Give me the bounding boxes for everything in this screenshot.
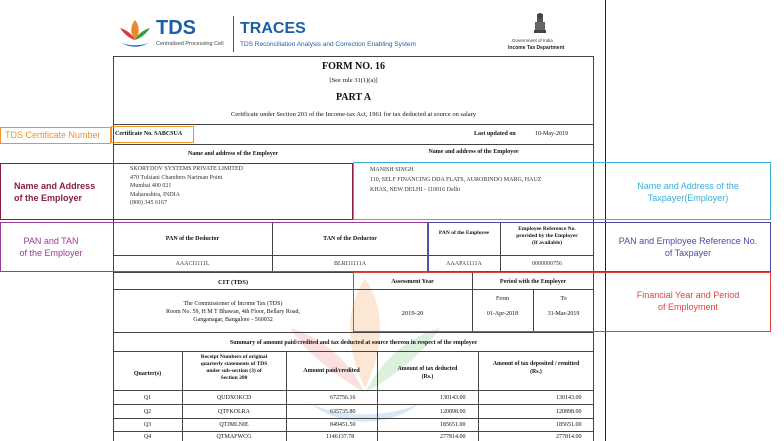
row-paid: 635735.80 (330, 409, 356, 415)
employee-heading: Name and address of the Employee (428, 149, 519, 155)
employer-line: 470 Tulsiani Chambers Nariman Point (130, 174, 223, 181)
form-title: FORM NO. 16 (321, 61, 386, 72)
annotation-pan-emp-label: PAN and Employee Reference No. of Taxpayer (618, 236, 758, 258)
national-emblem-icon (532, 12, 548, 36)
header-divider (233, 16, 234, 52)
employer-line: Maharashtra, INDIA (130, 191, 180, 198)
pan-deductor-label: PAN of the Deductor (165, 236, 220, 242)
period-label: Period with the Employer (499, 279, 567, 285)
row-line (113, 332, 594, 333)
row-deducted: 130143.00 (440, 395, 466, 401)
paid-header: Amount paid/credited (303, 368, 360, 374)
row-quarter: Q4 (143, 434, 152, 440)
part-title: PART A (335, 92, 372, 103)
tds-flower-icon (116, 16, 154, 50)
row-deposited: 130143.00 (556, 395, 582, 401)
employee-line: MANISH SINGH (370, 167, 414, 173)
annotation-cert-highlight (111, 126, 194, 143)
row-quarter: Q1 (143, 395, 152, 401)
row-line (113, 124, 594, 125)
assessment-year-label: Assessment Year (391, 279, 434, 285)
annotation-tds-cert-label: TDS Certificate Number (5, 130, 101, 140)
employer-line: Mumbai 400 021 (130, 183, 172, 189)
deposited-header: Amount of tax deposited / remitted (Rs.) (492, 361, 580, 375)
row-paid: 1146137.78 (326, 434, 355, 440)
row-deducted: 277814.00 (440, 434, 466, 440)
row-receipt: QTMAFWCG (216, 434, 252, 440)
employer-line: (800) 345 6167 (130, 200, 167, 206)
summary-heading: Summary of amount paid/credited and tax deducted at source thereon in respect of the employee (229, 340, 478, 346)
row-line (113, 144, 594, 145)
employer-line: SKORYDOV SYSTEMS PRIVATE LIMITED (130, 166, 243, 172)
cit-address: The Commissioner of Income Tax (TDS) Room No. 59, H M T Bhawan, 4th Floor, Bellary Road, Ganganagar, Bangalore - 560032 (165, 301, 301, 323)
tds-logo-text: TDS (156, 17, 196, 39)
row-receipt: QUDXOKCD (216, 395, 252, 401)
annotation-employer-label: Name and Address of the Employer (14, 181, 96, 203)
row-deducted: 120898.00 (440, 409, 466, 415)
row-paid: 849451.50 (330, 422, 356, 428)
row-paid: 672756.16 (330, 395, 356, 401)
row-line (113, 351, 594, 352)
assessment-year-value: 2019-20 (401, 310, 424, 317)
row-line (113, 390, 594, 391)
row-quarter: Q2 (143, 409, 152, 415)
row-line (113, 431, 594, 432)
to-value: 31-Mar-2019 (547, 311, 580, 317)
employer-heading: Name and address of the Employer (187, 151, 279, 157)
row-deposited: 277814.00 (556, 434, 582, 440)
row-line (113, 418, 594, 419)
row-deposited: 185651.00 (556, 422, 582, 428)
cit-heading: CIT (TDS) (217, 279, 249, 286)
annotation-pan-tan-label: PAN and TAN of the Employer (19, 236, 83, 258)
row-deducted: 185651.00 (440, 422, 466, 428)
employee-line: KHAS, NEW DELHI - 110016 Delhi (370, 187, 460, 193)
from-value: 01-Apr-2018 (486, 311, 519, 317)
row-receipt: QTFKOLRA (217, 409, 250, 415)
last-updated-label: Last updated on (474, 131, 516, 137)
pan-employee-label: PAN of the Employee (438, 230, 490, 236)
receipt-header: Receipt Numbers of original quarterly statements of TDS under sub-section (3) of Section 200 (200, 354, 268, 381)
tds-logo-subtitle: Centralised Processing Cell (156, 41, 224, 47)
certificate-description: Certificate under Section 203 of the Income-tax Act, 1961 for tax deducted at source on salary (230, 111, 477, 118)
emp-ref-label: Employee Reference No. provided by the Employer (If available) (516, 226, 578, 246)
deducted-header: Amount of tax deducted (Rs.) (397, 366, 458, 380)
row-receipt: QTJMLNIE (219, 422, 249, 428)
form-rule: [See rule 31(1)(a)] (329, 77, 378, 84)
tds-logo (116, 14, 228, 54)
annotation-taxpayer-label: Name and Address of the Taxpayer(Employer) (637, 181, 739, 203)
row-deposited: 120898.00 (556, 409, 582, 415)
gov-line2: Income Tax Department (508, 45, 565, 51)
last-updated-value: 10-May-2019 (535, 131, 568, 137)
col-line (286, 351, 287, 441)
annotation-fin-year-label: Financial Year and Period of Employment (636, 290, 740, 312)
employee-line: 110, SELF FINANCING DDA FLATS, AUROBINDO MARG, HAUZ (370, 177, 542, 183)
quarter-header: Quarter(s) (133, 371, 162, 377)
tan-deductor-label: TAN of the Deductor (323, 236, 377, 242)
traces-title: TRACES (240, 20, 306, 37)
tan-deductor-value: BLRI11111A (333, 261, 367, 267)
pan-employee-value: AAAPA1111A (446, 261, 482, 267)
certificate-number: Certificate No. SABCSUA (115, 131, 183, 137)
from-label: From (495, 296, 509, 302)
emp-ref-value: 0000000756 (532, 261, 562, 267)
row-line (113, 404, 594, 405)
traces-subtitle: TDS Reconciliation Analysis and Correction Enabling System (240, 41, 416, 48)
gov-line1: Government of India (512, 38, 553, 43)
row-quarter: Q3 (143, 422, 152, 428)
to-label: To (560, 296, 567, 302)
pan-deductor-value: AAACI1111L (175, 261, 210, 267)
page-edge-line (605, 0, 606, 441)
